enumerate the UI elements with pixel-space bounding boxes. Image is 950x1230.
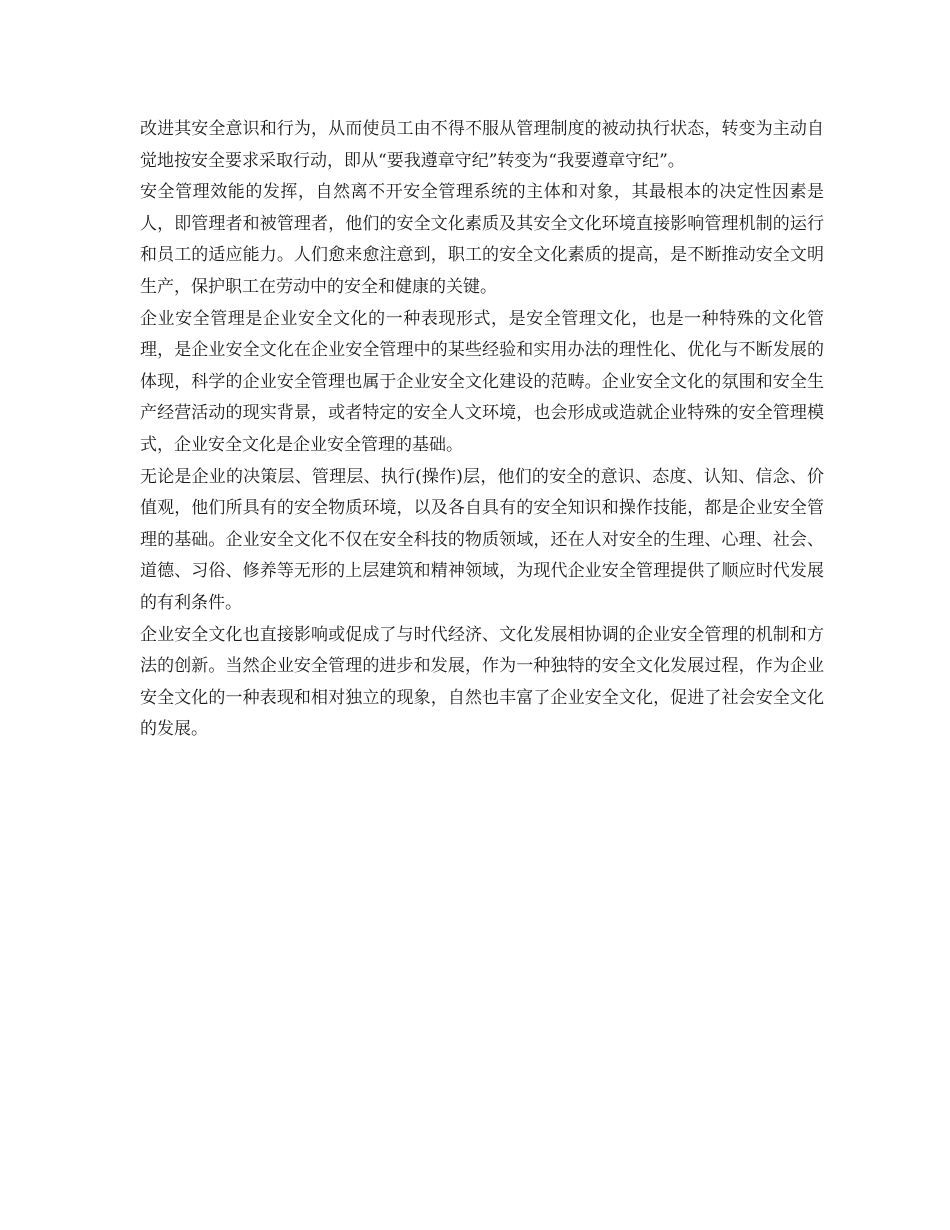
paragraph-3: 企业安全管理是企业安全文化的一种表现形式，是安全管理文化，也是一种特殊的文化管理，是企业安全文化在企业安全管理中的某些经验和实用办法的理性化、优化与不断发展的体现，科学的企业安全管理也属于企业安全文化建设的范畴。企业安全文化的氛围和安全生产经营活动的现实背景，或者特定的安全人文环境，也会形成或造就企业特殊的安全管理模式，企业安全文化是企业安全管理的基础。 <box>140 308 824 455</box>
paragraph-5: 企业安全文化也直接影响或促成了与时代经济、文化发展相协调的企业安全管理的机制和方法的创新。当然企业安全管理的进步和发展，作为一种独特的安全文化发展过程，作为企业安全文化的一种表现和相对独立的现象，自然也丰富了企业安全文化，促进了社会安全文化的发展。 <box>140 624 824 740</box>
document-body <box>140 114 824 746</box>
paragraph-1: 改进其安全意识和行为，从而使员工由不得不服从管理制度的被动执行状态，转变为主动自觉地按安全要求采取行动，即从“要我遵章守纪”转变为“我要遵章守纪”。 <box>140 119 824 171</box>
paragraph-4: 无论是企业的决策层、管理层、执行(操作)层，他们的安全的意识、态度、认知、信念、价值观，他们所具有的安全物质环境，以及各自具有的安全知识和操作技能，都是企业安全管理的基础。企业安全文化不仅在安全科技的物质领域，还在人对安全的生理、心理、社会、道德、习俗、修养等无形的上层建筑和精神领域，为现代企业安全管理提供了顺应时代发展的有利条件。 <box>140 466 824 613</box>
paragraph-2: 安全管理效能的发挥，自然离不开安全管理系统的主体和对象，其最根本的决定性因素是人，即管理者和被管理者，他们的安全文化素质及其安全文化环境直接影响管理机制的运行和员工的适应能力。人们愈来愈注意到，职工的安全文化素质的提高，是不断推动安全文明生产，保护职工在劳动中的安全和健康的关键。 <box>140 182 824 297</box>
